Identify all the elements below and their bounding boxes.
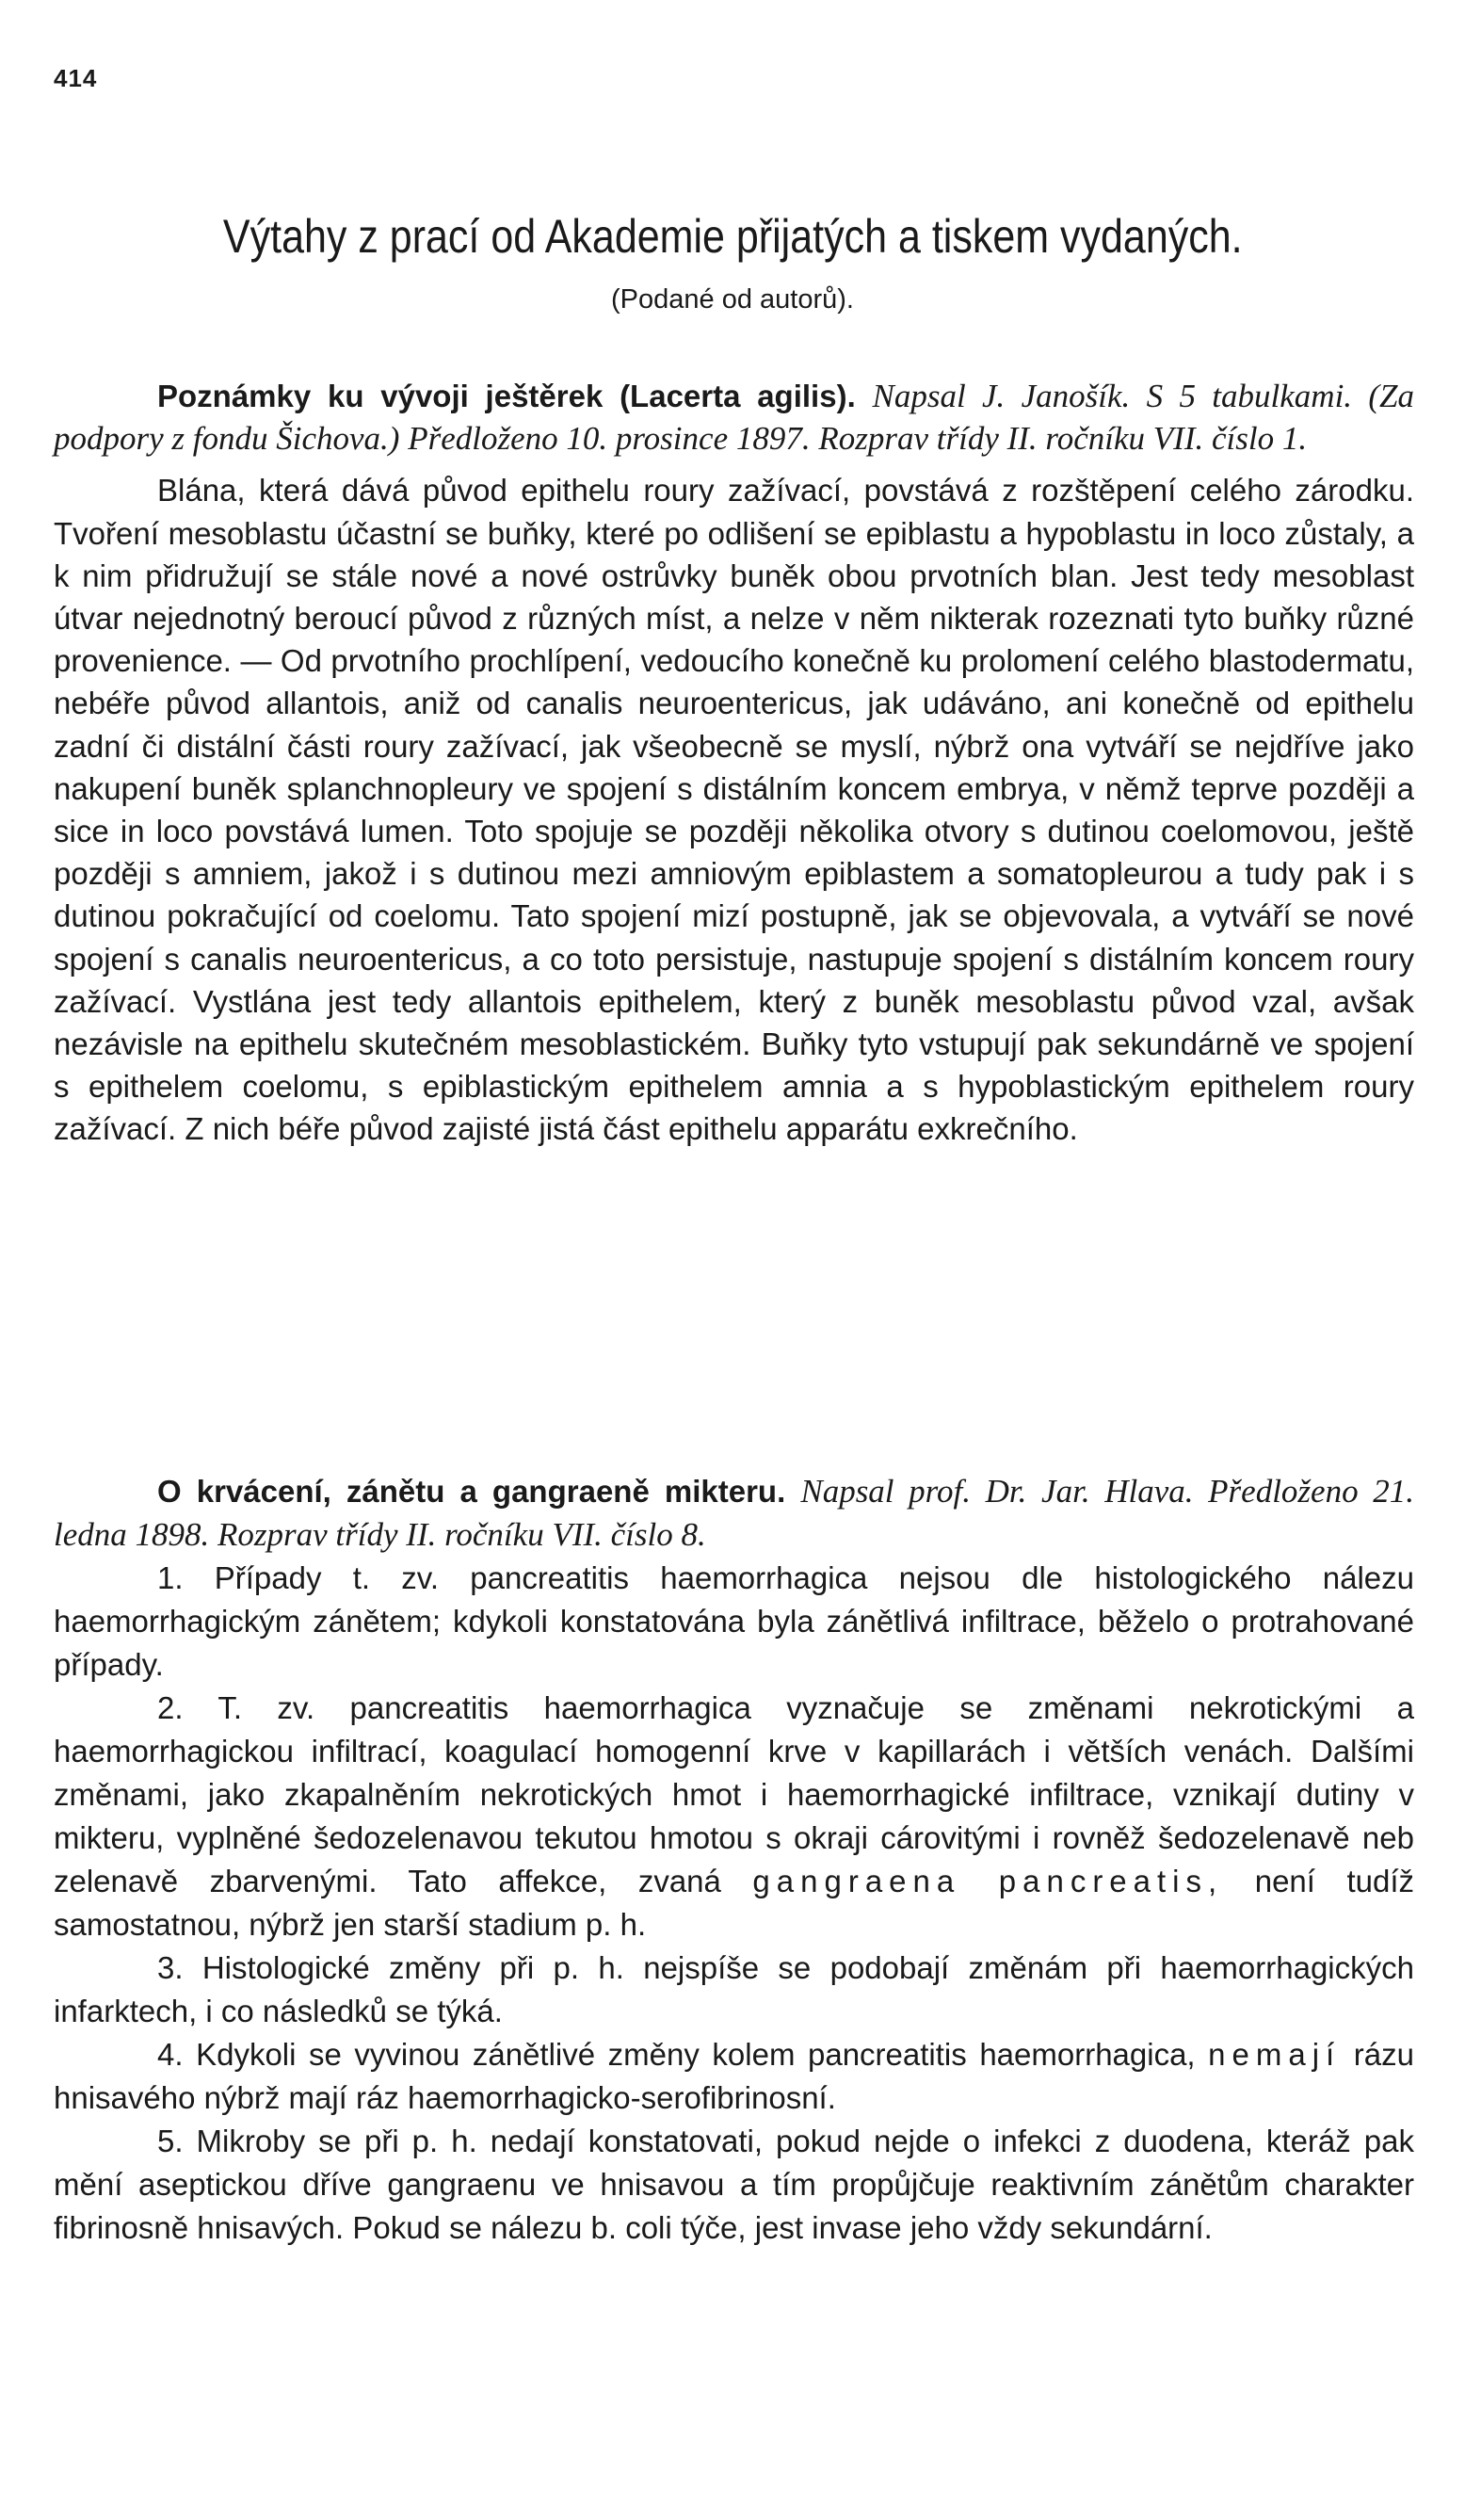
article-janosik (54, 375, 1414, 1151)
spaced-term: nemají (1208, 2037, 1342, 2072)
list-item: 3. Histologické změny při p. h. nejspíše se podobají změnám při haemorrhagických infarktech, i co následků se týká. (54, 1950, 1414, 2028)
list-item (54, 1687, 1414, 1947)
article-heading (54, 1470, 1414, 1557)
page-title: Výtahy z prací od Akademie přijatých a tiskem vydaných. (222, 210, 1243, 263)
item-text: 2. T. zv. pancreatitis haemorrhagica vyznačuje se změnami nekrotickými a haemorrhagickou infiltrací, koagulací homogenní krve v kapillarách i větších venách. Dalšími změnami, jako zkapalněním nekrotických hmot i haemorrhagické infiltrace, vznikají dutiny v mikteru, vyplněné šedozelenavou tekutou hmotou s okraji cárovitými i rovněž šedozelenavě neb zelenavě zbarvenými. Tato affekce, zvaná (54, 1690, 1414, 1898)
article-meta: Napsal prof. Dr. Jar. Hlava. Předloženo 21. ledna 1898. Rozprav třídy II. ročníku VII. číslo 8. (54, 1473, 1414, 1553)
page-subtitle: (Podané od autorů). (611, 284, 854, 315)
article-body: Blána, která dává původ epithelu roury zažívací, povstává z rozštěpení celého zárodku. Tvoření mesoblastu účastní se buňky, které po odlišení se epiblastu a hypoblastu in loco zůstaly, a k nim přidružují se stále nové a nové ostrůvky buněk obou prvotních blan. Jest tedy mesoblast útvar nejednotný beroucí původ z různých míst, a nelze v něm nikterak rozeznati tyto buňky různé provenience. — Od prvotního prochlípení, vedoucího konečně ku prolomení celého blastodermatu, nebéře původ allantois, aniž od canalis neuroentericus, jak udáváno, ani konečně od epithelu zadní či distální části roury zažívací, jak všeobecně se myslí, nýbrž ona vytváří se nejdříve jako nakupení buněk splanchnopleury ve spojení s distálním koncem embrya, v němž teprve později a sice in loco povstává lumen. Toto spojuje se později několika otvory s dutinou coelomovou, ještě později s amniem, jakož i s dutinou mezi amniovým epiblastem a somatopleurou a tudy pak i s dutinou pokračující od coelomu. Tato spojení mizí postupně, jak se objevovala, a vytváří se nové spojení s canalis neuroentericus, a co toto persistuje, nastupuje spojení s distálním koncem roury zažívací. Vystlána jest tedy allantois epithelem, který z buněk mesoblastu původ vzal, avšak nezávisle na epithelu skutečném mesoblastickém. Buňky tyto vstupují pak sekundárně ve spojení s epithelem coelomu, s epiblastickým epithelem amnia a s hypoblastickým epithelem roury zažívací. Z nich béře původ zajisté jistá část epithelu apparátu exkrečního. (54, 473, 1414, 1147)
article-heading (54, 375, 1414, 460)
list-item: 5. Mikroby se při p. h. nedají konstatovati, pokud nejde o infekci z duodena, kteráž pak mění aseptickou dříve gangraenu ve hnisavou a tím propůjčuje reaktivním zánětům charakter fibrinosně hnisavých. Pokud se nálezu b. coli týče, jest invase jeho vždy sekundární. (54, 2124, 1414, 2245)
item-text: není tudíž samostatnou, nýbrž jen starší stadium p. h. (54, 1864, 1415, 1942)
page-number: 414 (54, 64, 98, 92)
article-title: O krvácení, zánětu a gangraeně mikteru. (157, 1474, 786, 1509)
spaced-term: gangraena pancreatis, (752, 1864, 1224, 1898)
list-item: 1. Případy t. zv. pancreatitis haemorrhagica nejsou dle histologického nálezu haemorrhagickým zánětem; kdykoli konstatována byla zánětlivá infiltrace, běželo o protrahované případy. (54, 1560, 1414, 1682)
list-item (54, 2033, 1414, 2120)
item-text: 4. Kdykoli se vyvinou zánětlivé změny kolem pancreatitis haemorrhagica, (157, 2037, 1196, 2072)
article-title: Poznámky ku vývoji ještěrek (Lacerta agilis). (157, 379, 856, 413)
article-meta: Napsal J. Janošík. S 5 tabulkami. (Za podpory z fondu Šichova.) Předloženo 10. prosince 1897. Rozprav třídy II. ročníku VII. číslo 1. (54, 378, 1414, 458)
article-hlava (54, 1470, 1414, 2250)
item-text: rázu hnisavého nýbrž mají ráz haemorrhagicko-serofibrinosní. (54, 2037, 1414, 2115)
